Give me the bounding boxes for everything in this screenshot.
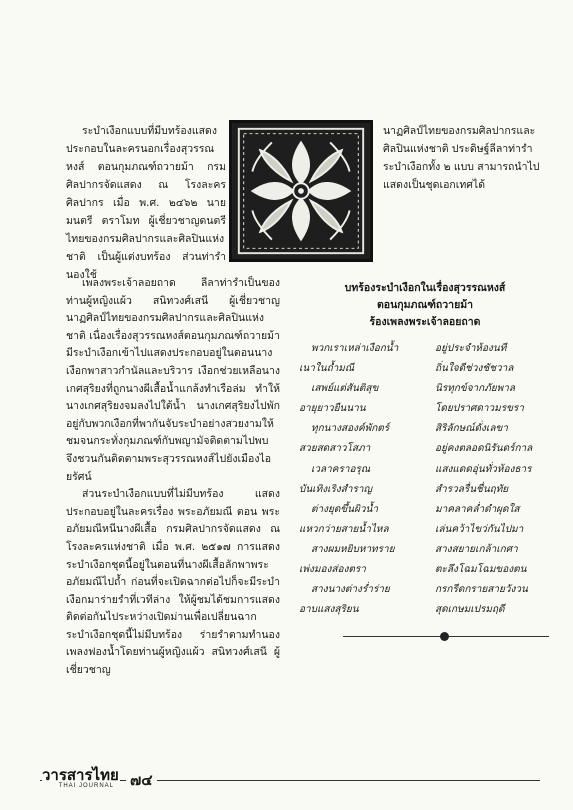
intro-text-right (383, 122, 553, 194)
page-number: ๗๔ (126, 768, 157, 792)
verse-line-left: อายุยาวยืนนาน (299, 403, 366, 415)
verse-line-left: ต่างยุดขึ้นผิวน้ำ (311, 503, 378, 515)
verse-line-left: ทุกนางสองค์พักตร์ (311, 423, 390, 435)
intro-paragraph-right: นาฏศิลป์ไทยของกรมศิลปากรและศิลปินแห่งชาติ ประดิษฐ์ลีลาท่ารำระบำเงือกทั้ง ๒ แบบ สามารถนำไปแสดงเป็นชุดเอกเทศได้ (383, 125, 540, 191)
verse-line-right: แสงแดดอุ่นทั่วห้องธาร (435, 463, 532, 475)
verse-line-right: อยู่ประจำห้องนที (435, 343, 507, 354)
verse-line-right: ถิ่นใจดีช่วงชัชวาล (435, 363, 514, 375)
verse-line-left: สางผมหยิบหาทราย (311, 543, 395, 555)
floral-ornament-icon (232, 123, 370, 259)
intro-text-left (66, 122, 226, 284)
verse-line-right: สำรวลรื่นชื่นฤทัย (435, 483, 509, 495)
verse-line-right: กรกรีดกรายสายวังวน (435, 584, 528, 596)
verse-line-left: แหวกว่ายสายน้ำไหล (299, 523, 389, 535)
verse-line-left: อาบแสงสุริยน (299, 604, 359, 616)
verse-line-right: โดยปราศดาวมรขรา (435, 403, 524, 415)
body-paragraph-2: ส่วนระบำเงือกแบบที่ไม่มีบทร้อง แสดงประกอบอยู่ในละครเรื่อง พระอภัยมณี ตอน พระอภัยมณีหนีนางผีเสื้อ กรมศิลปากรจัดแสดง ณ โรงละครแห่งชาติ เมื่อ พ.ศ. ๒๕๑๗ การแสดงระบำเงือกชุดนี้อยู่ในตอนที่นางผีเสื้อลักพาพระอภัยมณีไปถ้ำ ก่อนที่จะเปิดฉากต่อไปก็จะมีระบำเงือกมาร่ายรำที่เวทีล่าง ให้ผู้ชมได้ชมการแสดงติดต่อกันไประหว่างเปิดม่านเพื่อเปลี่ยนฉาก ระบำเงือกชุดนี้ไม่มีบทร้อง ร่ายรำตามทำนองเพลงฟองน้ำโดยท่านผู้หญิงแผ้ว สนิทวงศ์เสนี ผู้เชี่ยวชาญ (66, 488, 280, 677)
verse-line-right: สางสยายเกล้าเกศา (435, 543, 518, 555)
song-lyrics-block (293, 280, 557, 620)
verse-line-right: ตะลึงโฉมโฉมของตน (435, 564, 527, 576)
body-paragraph-1: เพลงพระเจ้าลอยถาด ลีลาท่ารำเป็นของท่านผู้หญิงแผ้ว สนิทวงศ์เสนี ผู้เชี่ยวชาญนาฏศิลป์ไทยของกรมศิลปากรและศิลปินแห่งชาติ เนื่องเรื่องสุวรรณหงส์ตอนกุมภณฑ์ถวายม้ามีระบำเงือกเข้าไปแสดงประกอบอยู่ในตอนนางเงือกพาสาวกำนัลและบริวาร เงือกช่วยเหลือนางเกศสุริยงที่ถูกนางผีเสื้อน้ำแกล้งทำเรือล่ม ทำให้นางเกศสุริยงจมลงไปใต้น้ำ นางเกศสุริยงไปพักอยู่กับพวกเงือกที่พากันจับระบำอย่างสวยงามให้ชมจนกระทั่งกุมภณฑ์กับพญามัจติดตามไปพบ จึงชวนกันติดตามพระสุวรรณหงส์ไปยังเมืองไอยรัศน์ (66, 277, 280, 483)
verse-line-left: เนาในถ้ำมณี (299, 363, 355, 375)
song-title-line-3: ร้องเพลงพระเจ้าลอยถาด (369, 316, 481, 328)
verse-line-left: พวกเราเหล่าเงือกน้ำ (311, 343, 399, 354)
divider-dot-icon (440, 632, 449, 641)
intro-paragraph-left: ระบำเงือกแบบที่มีบทร้องแสดงประกอบในละครนอกเรื่องสุวรรณหงส์ ตอนกุมภณฑ์ถวายม้า กรมศิลปากรจัดแสดง ณ โรงละครศิลปากร เมื่อ พ.ศ. ๒๔๖๒ นายมนตรี ตราโมท ผู้เชี่ยวชาญดนตรีไทยของกรมศิลปากรและศิลปินแห่งชาติ เป็นผู้แต่งบทร้อง ส่วนท่ารำนองใช้ (66, 125, 226, 281)
verse-line-left: สวยสดสาวโสภา (299, 443, 371, 455)
song-title-line-2: ตอนกุมภณฑ์ถวายม้า (376, 299, 474, 311)
verse-line-left: บันเทิงเริงสำราญ (299, 483, 372, 495)
journal-logo (42, 767, 120, 793)
verse-line-left: เพ่งมองส่องตรา (299, 564, 366, 576)
journal-logo-title: วารสารไทย (42, 766, 119, 784)
song-title-line-1: บทร้องระบำเงือกในเรื่องสุวรรณหงส์ (344, 282, 506, 294)
verse-line-right: นิรทุกข์จากภัยพาล (435, 383, 516, 395)
verse-line-right: สิริลักษณ์ดั่งเลขา (435, 423, 508, 435)
verse-line-left: สางนางต่างร่ำร่าย (311, 584, 390, 596)
verse-line-left: เวลาคราอรุณ (311, 463, 371, 475)
verse-line-right: มาคลาคล่ำดำผุดใส (435, 503, 520, 515)
floral-ornament-image (229, 120, 373, 262)
verse-line-right: อยู่คงตลอดนิรันดร์กาล (435, 443, 533, 455)
verse-line-right: สุดเกษมเปรมฤดี (435, 604, 505, 616)
body-text-left (66, 275, 280, 680)
journal-logo-subtitle: THAI JOURNAL (58, 783, 114, 789)
verse-line-right: เล่นคว้าไขว่กันไปมา (435, 523, 524, 535)
song-verses (293, 339, 557, 620)
verse-line-left: เสพย์แต่สันติสุข (311, 383, 379, 395)
